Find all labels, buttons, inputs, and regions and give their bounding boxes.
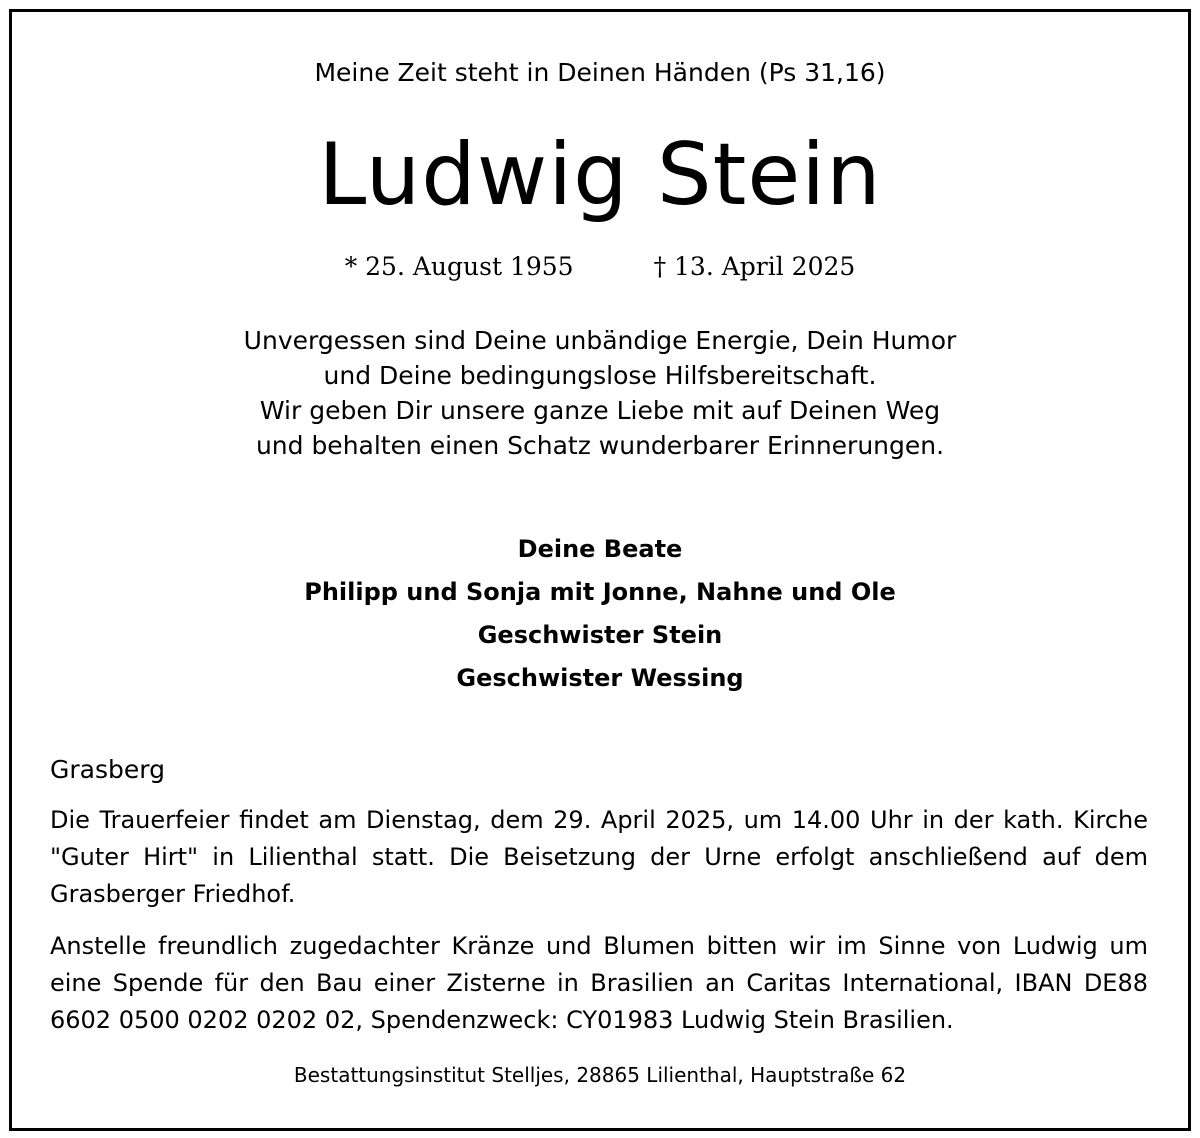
memorial-line: Wir geben Dir unsere ganze Liebe mit auf Deinen Weg bbox=[259, 396, 941, 425]
mourners-list bbox=[0, 528, 1200, 700]
funeral-home-address: Bestattungsinstitut Stelljes, 28865 Lilienthal, Hauptstraße 62 bbox=[293, 1063, 907, 1087]
mourner-entry: Geschwister Stein bbox=[477, 621, 723, 649]
memorial-text bbox=[0, 323, 1200, 463]
memorial-line: und behalten einen Schatz wunderbarer Erinnerungen. bbox=[255, 431, 945, 460]
funeral-notice: Die Trauerfeier findet am Dienstag, dem 29. April 2025, um 14.00 Uhr in der kath. Kirche "Guter Hirt" in Lilienthal statt. Die Beisetzung der Urne erfolgt anschließend auf dem Grasberger Friedhof. bbox=[50, 806, 1148, 908]
life-dates bbox=[0, 250, 1200, 284]
memorial-line: und Deine bedingungslose Hilfsbereitschaft. bbox=[323, 361, 877, 390]
place-name: Grasberg bbox=[50, 755, 165, 784]
death-date: † 13. April 2025 bbox=[653, 252, 856, 281]
birth-date: * 25. August 1955 bbox=[344, 252, 574, 281]
bible-verse-motto: Meine Zeit steht in Deinen Händen (Ps 31,16) bbox=[314, 58, 886, 87]
deceased-name: Ludwig Stein bbox=[318, 125, 882, 225]
mourner-entry: Deine Beate bbox=[517, 535, 683, 563]
donation-notice: Anstelle freundlich zugedachter Kränze und Blumen bitten wir im Sinne von Ludwig um eine Spende für den Bau einer Zisterne in Brasilien an Caritas International, IBAN DE88 6602 0500 0202 0202 02, Spendenzweck: CY01983 Ludwig Stein Brasilien. bbox=[50, 932, 1148, 1034]
mourner-entry: Geschwister Wessing bbox=[456, 664, 744, 692]
mourner-entry: Philipp und Sonja mit Jonne, Nahne und Ole bbox=[304, 578, 896, 606]
memorial-line: Unvergessen sind Deine unbändige Energie, Dein Humor bbox=[243, 326, 957, 355]
